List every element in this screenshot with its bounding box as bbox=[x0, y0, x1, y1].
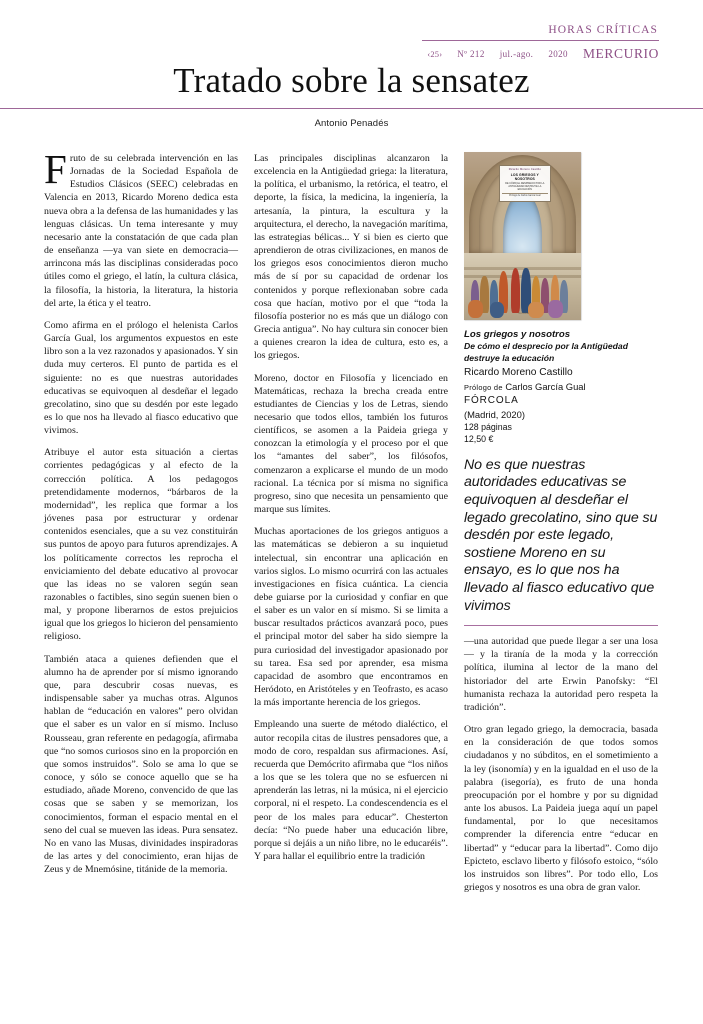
book-cover-image bbox=[464, 152, 581, 320]
cover-figure bbox=[511, 268, 520, 313]
cover-publisher: Fórcola bbox=[518, 311, 529, 315]
paragraph: Moreno, doctor en Filosofía y licenciado en Matemáticas, rechaza la brecha creada entre estudiantes de Ciencias y los de Letras, siendo necesario que todos ellos, también los futuros científicos, se asomen a la Paideia griega y conozcan la etimología y el proceso por el que los “amantes del saber”, los filósofos, comenzaron a explicarse el mundo de un modo racional. La técnica por sí misma no significa progreso, sino que necesita un pensamiento que marque sus límites. bbox=[254, 372, 448, 516]
page-header bbox=[44, 24, 659, 61]
column-3 bbox=[464, 152, 658, 894]
issue-number: Nº 212 bbox=[457, 48, 485, 59]
paragraph: Fruto de su celebrada intervención en las Jornadas de la Sociedad Española de Estudios Clásicos (SEEC) celebradas en Valencia en 2013, Ricardo Moreno dedica esta nueva obra a la defensa de las humanidades y las lenguas clásicas. Un tema interesante y muy necesario ante la constatación de que cada plan de enseñanza —ya van siete en democracia— arrincona más las disciplinas consideradas poco útiles como el griego, el latín, la cultura clásica, la filosofía, la historia, la literatura, la historia del arte, la ética y el teatro. bbox=[44, 146, 238, 309]
cover-subtitle: DE CÓMO EL DESPRECIO POR LA ANTIGÜEDAD DESTRUYE LA EDUCACIÓN bbox=[505, 181, 545, 192]
cover-title-block bbox=[499, 165, 550, 202]
column-1 bbox=[44, 146, 238, 894]
book-prologue-author: Carlos García Gual bbox=[505, 380, 586, 392]
magazine-masthead: MERCURIO bbox=[582, 45, 659, 61]
paragraph: Muchas aportaciones de los griegos antiguos a las matemáticas se debieron a su inquietud intelectual, sin encontrar una aplicación en varios siglos. Lo mismo ocurrirá con las actuales investigaciones en física cuántica. La ciencia debe guiarse por la curiosidad y confiar en que el saber es un valor en sí mismo. Si se limita a buscar resultados prácticos avanzará poco, pues el principal motor del saber ha sido siempre la pura curiosidad del investigador apasionado por su tarea. Esa sed por aprender, esa misma capacidad de asombro que encontramos en Heródoto, en Aristóteles y en Teofrasto, es acaso la más importante herencia de los griegos. bbox=[254, 526, 448, 709]
book-author: Ricardo Moreno Castillo bbox=[464, 366, 573, 378]
cover-title: LOS GRIEGOS Y NOSOTROS bbox=[510, 172, 539, 181]
cover-figure-seated bbox=[490, 302, 504, 319]
cover-author: Ricardo Moreno Castillo bbox=[508, 168, 541, 172]
book-title: Los griegos y nosotros bbox=[464, 329, 571, 340]
paragraph: Como afirma en el prólogo el helenista Carlos García Gual, los argumentos expuestos en este libro son a la vez razonados y apasionados. Y sin duda muy certeros. El punto de partida es el siguiente: no es que nuestras autoridades educativas se equivoquen al desdeñar el legado grecolatino, sino que su desdén por este legado es lo que nos ha llevado al fiasco educativo que vivimos. bbox=[44, 319, 238, 437]
book-pages: 128 páginas bbox=[464, 422, 512, 432]
pull-quote: No es que nuestras autoridades educativas se equivoquen al desdeñar el legado grecolatino, sino que su desdén por este legado, sostiene Moreno en su ensayo, es lo que nos ha llevado al fiasco educativo que vivimos bbox=[464, 456, 658, 614]
book-publisher: FÓRCOLA bbox=[464, 394, 519, 406]
issue-metadata bbox=[44, 45, 659, 61]
section-title: HORAS CRÍTICAS bbox=[548, 24, 658, 36]
book-price: 12,50 € bbox=[464, 434, 494, 445]
article-body bbox=[44, 146, 659, 894]
title-rule bbox=[0, 108, 703, 109]
paragraph: Otro gran legado griego, la democracia, basada en la consideración de que todos somos ciudadanos y no súbditos, en el sometimiento a la ley (isonomía) y en la igualdad en el uso de la palabra (isegoría), es fruto de una honda preocupación por el hombre y por su dignidad ante los abusos. La Paideia juega aquí un papel fundamental, por lo que necesitamos comprender la diferencia entre “educar en libertad” y “educar para la libertad”. Como dijo Epicteto, esclavo liberto y filósofo estoico, “sólo los instruidos son libres”. Por todo ello, Los griegos y nosotros es una obra de gran valor. bbox=[464, 724, 658, 893]
header-rule bbox=[422, 40, 659, 41]
issue-year: 2020 bbox=[548, 48, 568, 59]
paragraph: —una autoridad que puede llegar a ser una losa— y la tiranía de la moda y la corrección política, ilumina al lector de la mano del historiador del arte Erwin Panofsky: “El humanista rechaza la autoridad pero respeta la tradición”. bbox=[464, 636, 658, 713]
issue-date: jul.-ago. bbox=[499, 48, 534, 59]
book-subtitle: De cómo el desprecio por la Antigüedad destruye la educación bbox=[464, 341, 628, 363]
book-prologue-label: Prólogo de bbox=[464, 382, 503, 392]
page-number: ‹25› bbox=[427, 48, 443, 59]
book-metadata bbox=[464, 329, 658, 446]
paragraph: Empleando una suerte de método dialéctico, el autor recopila citas de ilustres pensadores que, a modo de coro, respaldan sus afirmaciones. Así, recuerda que Demócrito afirmaba que “los niños a los que se les tolera que no se esfuercen ni aprenderán las letras, ni la música, ni el ejercicio corporal, ni el respeto. La condescendencia es el peor de los males para educar”. Chesterton decía: “No puede haber una educación libre, porque si dejáis a un niño libre, no le educaréis”. Y para hallar el equilibrio entre la tradición bbox=[254, 719, 448, 862]
paragraph: Las principales disciplinas alcanzaron la excelencia en la Antigüedad griega: la literatura, la política, el urbanismo, la retórica, el teatro, el deporte, la física, la medicina, la ingeniería, la artesanía, la pintura, la escultura y la arquitectura, el derecho, la navegación marítima, las estrategias bélicas... Y si bien es cierto que aprendieron de otras civilizaciones, en manos de los griegos esos conocimientos dieron mucho más de sí por su capacidad de ordenar los contenidos y porque reflexionaban sobre cada cosa que hacían, motivo por el que “toda la filosofía posterior no es más que un diálogo con Grecia antigua”. No hay cultura sin conocer bien a quienes crearon la idea de cultura, esto es, a los griegos. bbox=[254, 153, 448, 362]
cover-figure-seated bbox=[528, 302, 543, 319]
cover-prologue: Prólogo de Carlos García Gual bbox=[502, 193, 547, 198]
cover-figure-seated bbox=[468, 300, 483, 318]
paragraph: Atribuye el autor esta situación a ciertas corrientes pedagógicas y al efecto de la corrección política. A los pedagogos pretendidamente modernos, “bárbaros de la modernidad”, les replica que formar a los jóvenes pasa por estructurar y ordenar contenidos esenciales, que a su vez constituirán sus puntos de apoyo para futuros aprendizajes. A los políticamente correctos les reprocha el enviciamiento del debate educativo al provocar que las ideas no se valoren según sean razonables o factibles, sino según suenen bien o mal, y propone liberarnos de estos prejuicios igual que los griegos lo hicieron del pensamiento religioso. bbox=[44, 447, 238, 643]
paragraph: También ataca a quienes defienden que el alumno ha de aprender por sí mismo ignorando que, para descubrir cosas nuevas, es indispensable saber ya muchas otras. Algunos hablan de “educación en valores” pero olvidan que el saber es un valor en sí mismo. Incluso Rousseau, gran referente en pedagogía, afirmaba que “no somos curiosos sino en la proporción en que somos instruidos”. Solo se ama lo que se conoce, y sólo se conoce aquello que se ha estudiado, añade Moreno, convencido de que las cosas que se saben y se memorizan, los conocimientos, forman el espacio mental en el seno del cual se mueven las ideas. Pura sensatez. No en vano las Musas, divinidades inspiradoras de las artes y del conocimiento, eran hijas de Zeus y de Mnemósine, titánide de la memoria. bbox=[44, 653, 238, 876]
column-2 bbox=[254, 152, 448, 894]
article-title: Tratado sobre la sensatez bbox=[173, 61, 530, 100]
book-place-year: (Madrid, 2020) bbox=[464, 408, 525, 420]
cover-figure-seated bbox=[548, 300, 563, 318]
article-byline: Antonio Penadés bbox=[314, 118, 389, 129]
book-prologue bbox=[464, 380, 658, 394]
pull-quote-rule bbox=[464, 625, 658, 626]
